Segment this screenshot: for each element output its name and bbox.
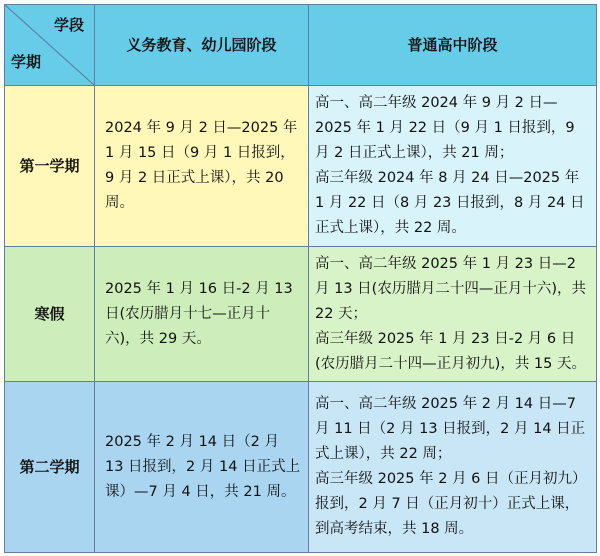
highschool-cell bbox=[309, 247, 597, 382]
term-label: 第二学期 bbox=[5, 382, 95, 553]
compulsory-text: 2025 年 1 月 16 日-2 月 13 日(农历腊月十七—正月十六)，共 29 天。 bbox=[105, 280, 293, 347]
term-label: 寒假 bbox=[5, 247, 95, 382]
table-row-second-semester bbox=[5, 382, 597, 553]
header-row bbox=[5, 5, 597, 86]
highschool-text-grade3: 高三年级 2024 年 8 月 24 日—2025 年 1 月 22 日（8 月 23 日报到，8 月 24 日正式上课），共 22 周。 bbox=[315, 170, 585, 236]
table-row-winter-break bbox=[5, 247, 597, 382]
compulsory-cell bbox=[95, 86, 309, 247]
school-calendar-table-wrapper bbox=[4, 4, 596, 552]
corner-bottom-label: 学期 bbox=[11, 53, 42, 71]
table-row-first-semester bbox=[5, 86, 597, 247]
highschool-text-grade3: 高三年级 2025 年 1 月 23 日-2 月 6 日(农历腊月二十四—正月初九)，共 15 天。 bbox=[315, 330, 586, 372]
highschool-text-grade1-2: 高一、高二年级 2025 年 1 月 23 日—2 月 13 日(农历腊月二十四—正月十六)，共 22 天； bbox=[315, 255, 586, 322]
compulsory-cell bbox=[95, 382, 309, 553]
highschool-cell bbox=[309, 382, 597, 553]
term-label: 第一学期 bbox=[5, 86, 95, 247]
highschool-text-grade1-2: 高一、高二年级 2024 年 9 月 2 日—2025 年 1 月 22 日（9 月 1 日报到，9 月 2 日正式上课），共 21 周； bbox=[315, 95, 575, 161]
highschool-text-grade1-2: 高一、高二年级 2025 年 2 月 14 日—7 月 11 日（2 月 13 日报到，2 月 14 日正式上课），共 22 周； bbox=[315, 396, 586, 462]
corner-header-cell bbox=[5, 5, 95, 86]
corner-top-label: 学段 bbox=[53, 16, 84, 34]
school-calendar-table bbox=[4, 4, 597, 553]
highschool-cell bbox=[309, 86, 597, 247]
compulsory-text: 2025 年 2 月 14 日（2 月 13 日报到，2 月 14 日正式上课）—7 月 4 日，共 21 周。 bbox=[105, 433, 301, 500]
highschool-text-grade3: 高三年级 2025 年 2 月 6 日（正月初九）报到，2 月 7 日（正月初十）正式上课，到高考结束，共 18 周。 bbox=[315, 471, 587, 537]
highschool-stage-header: 普通高中阶段 bbox=[309, 5, 597, 86]
compulsory-stage-header: 义务教育、幼儿园阶段 bbox=[95, 5, 309, 86]
compulsory-text: 2024 年 9 月 2 日—2025 年 1 月 15 日（9 月 1 日报到，9 月 2 日正式上课），共 20 周。 bbox=[105, 120, 298, 211]
compulsory-cell bbox=[95, 247, 309, 382]
